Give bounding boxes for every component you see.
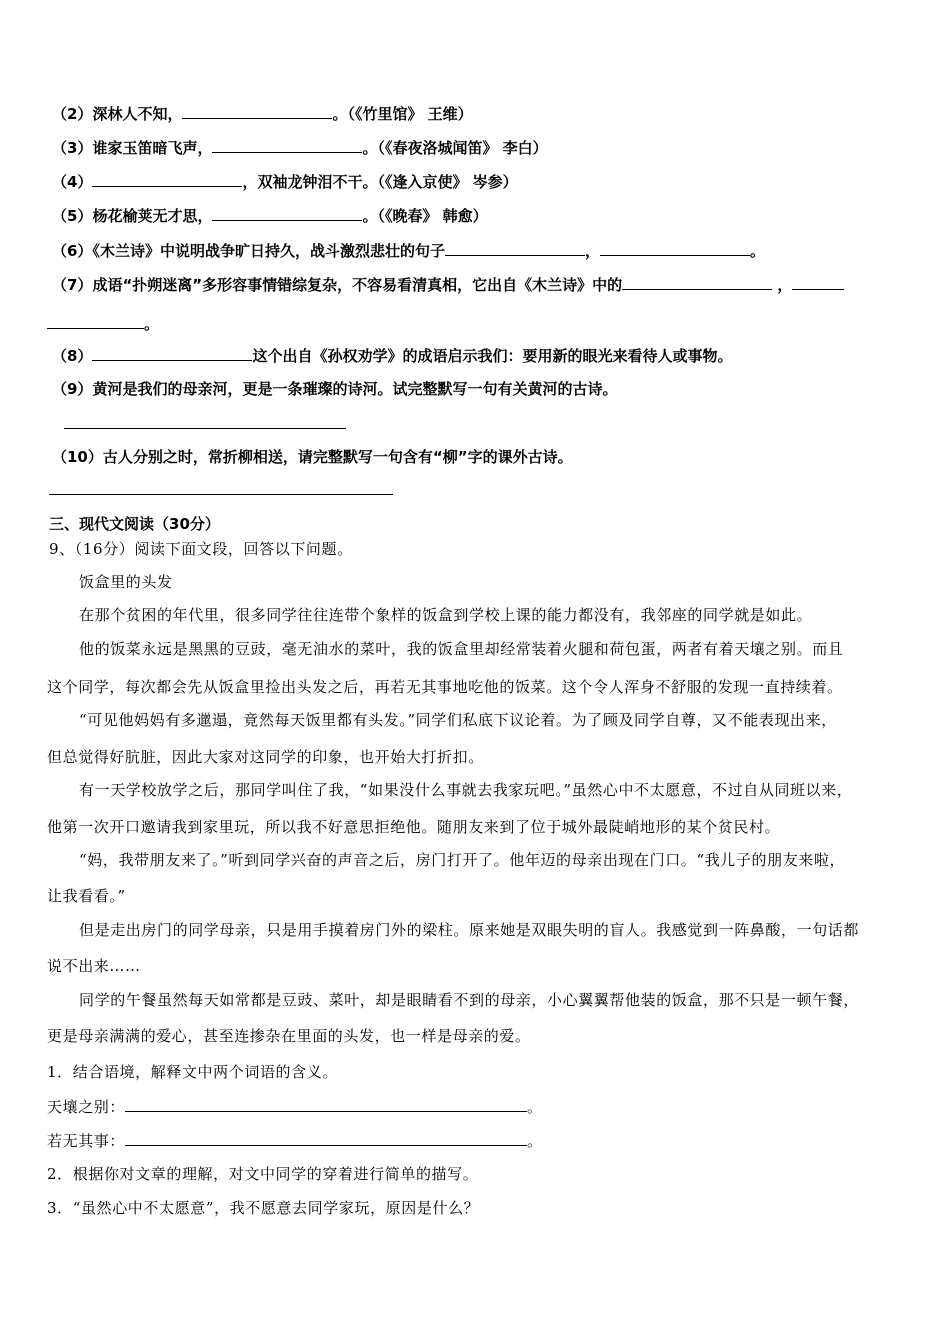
question-3: 3．“虽然心中不太愿意”，我不愿意去同学家玩，原因是什么？ — [47, 1199, 480, 1217]
question-1: 1．结合语境，解释文中两个词语的含义。 — [47, 1063, 338, 1081]
answer-blank-1[interactable] — [622, 274, 772, 290]
item-end: 。 — [144, 315, 160, 333]
answer-blank-1[interactable] — [445, 240, 585, 256]
article-line: 有一天学校放学之后，那同学叫住了我，“如果没什么事就去我家玩吧。”虽然心中不太愿意，不过自从同班以来， — [79, 781, 853, 799]
recitation-item-7 — [52, 274, 844, 295]
answer-blank[interactable] — [92, 171, 242, 187]
item-prompt: 成语“扑朔迷离”多形容事情错综复杂，不容易看清真相，它出自《木兰诗》中的 — [92, 276, 623, 294]
term-end: 。 — [527, 1132, 543, 1150]
article-title: 饭盒里的头发 — [79, 573, 173, 591]
answer-blank[interactable] — [125, 1130, 527, 1146]
item-number: （3） — [52, 139, 93, 157]
item-source: 。（《竹里馆》 王维） — [332, 105, 473, 123]
item-number: （10） — [52, 448, 103, 466]
item-number: （6） — [52, 242, 93, 260]
item-number: （2） — [52, 105, 93, 123]
recitation-item-8 — [52, 345, 732, 366]
term-label: 若无其事： — [47, 1132, 126, 1150]
answer-blank-2-continued[interactable] — [47, 313, 144, 329]
recitation-item-2 — [52, 103, 473, 124]
item-source: 。（《春夜洛城闻笛》 李白） — [362, 139, 548, 157]
answer-blank[interactable] — [92, 345, 252, 361]
term-end: 。 — [527, 1098, 543, 1116]
item-number: （9） — [52, 380, 93, 398]
recitation-item-3 — [52, 137, 548, 158]
article-line: “妈，我带朋友来了。”听到同学兴奋的声音之后，房门打开了。他年迈的母亲出现在门口。“我儿子的朋友来啦， — [79, 851, 846, 869]
article-line: 同学的午餐虽然每天如常都是豆豉、菜叶，却是眼睛看不到的母亲，小心翼翼帮他装的饭盒，那不只是一顿午餐， — [79, 991, 860, 1009]
answer-blank[interactable] — [212, 137, 362, 153]
article-line: 更是母亲满满的爱心，甚至连掺杂在里面的头发，也一样是母亲的爱。 — [47, 1027, 531, 1045]
answer-line-9[interactable] — [64, 428, 346, 429]
article-line: 让我看看。” — [47, 887, 126, 905]
answer-line-10[interactable] — [49, 494, 393, 495]
article-line: 他的饭菜永远是黑黑的豆豉，毫无油水的菜叶，我的饭盒里却经常装着火腿和荷包蛋，两者有着天壤之别。而且 — [79, 640, 844, 658]
article-line: 这个同学，每次都会先从饭盒里捡出头发之后，再若无其事地吃他的饭菜。这个令人浑身不舒服的发现一直持续着。 — [47, 678, 843, 696]
item-prompt: 《木兰诗》中说明战争旷日持久，战斗激烈悲壮的句子 — [92, 242, 445, 260]
answer-blank[interactable] — [182, 103, 332, 119]
recitation-item-7-continued — [47, 313, 159, 334]
section-title: 三、现代文阅读（30分） — [49, 515, 220, 533]
recitation-item-5 — [52, 205, 488, 226]
article-line: 但是走出房门的同学母亲，只是用手摸着房门外的梁柱。原来她是双眼失明的盲人。我感觉到一阵鼻酸，一句话都 — [79, 921, 860, 939]
item-number: （4） — [52, 173, 93, 191]
question-1-term-2 — [47, 1130, 543, 1151]
article-line: 在那个贫困的年代里，很多同学往往连带个象样的饭盒到学校上课的能力都没有，我邻座的同学就是如此。 — [79, 606, 813, 624]
item-separator: ， — [584, 242, 600, 260]
item-number: （5） — [52, 207, 93, 225]
item-source: 。（《晚春》 韩愈） — [362, 207, 488, 225]
recitation-item-4 — [52, 171, 518, 192]
recitation-item-9 — [52, 379, 617, 399]
item-prompt: 谁家玉笛暗飞声， — [92, 139, 213, 157]
answer-blank-2[interactable] — [600, 240, 750, 256]
article-line: “可见他妈妈有多邋遢，竟然每天饭里都有头发。”同学们私底下议论着。为了顾及同学自尊，又不能表现出来， — [79, 711, 837, 729]
term-label: 天壤之别： — [47, 1098, 126, 1116]
item-prompt: 黄河是我们的母亲河，更是一条璀璨的诗河。试完整默写一句有关黄河的古诗。 — [92, 380, 618, 398]
item-number: （7） — [52, 276, 93, 294]
question-1-term-1 — [47, 1096, 543, 1117]
item-number: （8） — [52, 347, 93, 365]
item-prompt: 这个出自《孙权劝学》的成语启示我们：要用新的眼光来看待人或事物。 — [252, 347, 733, 365]
question-2: 2．根据你对文章的理解，对文中同学的穿着进行简单的描写。 — [47, 1165, 479, 1183]
answer-blank[interactable] — [125, 1096, 527, 1112]
item-end: 。 — [749, 242, 765, 260]
article-line: 说不出来…… — [47, 957, 141, 975]
recitation-item-6 — [52, 240, 765, 261]
answer-blank-2[interactable] — [792, 274, 844, 290]
article-line: 但总觉得好肮脏，因此大家对这同学的印象，也开始大打折扣。 — [47, 748, 484, 766]
answer-blank[interactable] — [212, 205, 362, 221]
recitation-item-10 — [52, 447, 573, 467]
item-separator: ， — [777, 276, 793, 294]
item-prompt: 古人分别之时，常折柳相送，请完整默写一句含有“柳”字的课外古诗。 — [102, 448, 573, 466]
item-prompt: 杨花榆荚无才思， — [92, 207, 213, 225]
item-prompt: 深林人不知， — [92, 105, 183, 123]
article-line: 他第一次开口邀请我到家里玩，所以我不好意思拒绝他。随朋友来到了位于城外最陡峭地形的某个贫民村。 — [47, 818, 781, 836]
item-source: ，双袖龙钟泪不干。（《逢入京使》 岑参） — [242, 173, 518, 191]
reading-intro: 9、（16分）阅读下面文段，回答以下问题。 — [49, 540, 353, 558]
